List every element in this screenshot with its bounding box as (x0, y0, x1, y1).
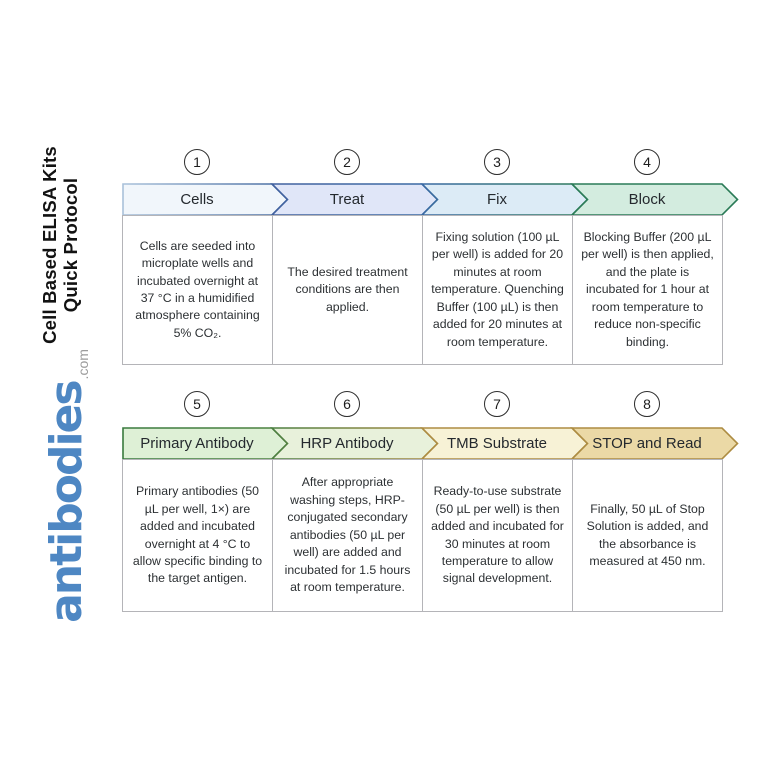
description-text: Finally, 50 µL of Stop Solution is added, and the absorbance is measured at 450 nm. (586, 501, 709, 568)
arrow-segment-tmb-substrate (422, 428, 588, 459)
arrow-segment-stop-and-read (572, 428, 738, 459)
step-number: 8 (643, 396, 651, 412)
step-number: 5 (193, 396, 201, 412)
step-circle-1 (184, 149, 210, 175)
figure-title-line1: Cell Based ELISA Kits (39, 146, 60, 344)
step-number: 4 (643, 154, 651, 170)
step-circle-6 (334, 391, 360, 417)
description-text: Primary antibodies (50 µL per well, 1×) are added and incubated overnight at 4 °C to allow specific binding to the target antigen. (132, 484, 263, 586)
step-circle-7 (484, 391, 510, 417)
arrow-segment-cells (123, 184, 288, 215)
description-text: Ready-to-use substrate (50 µL per well) is then added and incubated for 30 minutes at room temperature to allow signal development. (431, 484, 564, 586)
step-number: 7 (493, 396, 501, 412)
arrow-segment-fix (422, 184, 588, 215)
arrow-label-treat: Treat (329, 190, 365, 208)
description-text: Blocking Buffer (200 µL per well) is then applied, and the plate is incubated for 1 hour at room temperature to reduce non-specific binding. (581, 229, 714, 349)
arrow-label-block: Block (628, 190, 666, 208)
step-number: 1 (193, 154, 201, 170)
logo-wordmark: antibodies (41, 381, 92, 623)
arrow-label-cells: Cells (180, 190, 214, 208)
description-box-2 (272, 215, 423, 365)
arrow-label-primary-antibody: Primary Antibody (140, 434, 254, 452)
arrow-label-tmb-substrate: TMB Substrate (446, 434, 548, 452)
arrow-label-stop-and-read: STOP and Read (592, 434, 702, 452)
description-box-3 (422, 215, 573, 365)
step-number: 6 (343, 396, 351, 412)
arrow-segment-block (572, 184, 738, 215)
step-number: 3 (493, 154, 501, 170)
description-box-1 (122, 215, 273, 365)
description-box-5 (122, 459, 273, 612)
description-text: The desired treatment conditions are then applied. (287, 264, 408, 314)
step-circle-3 (484, 149, 510, 175)
description-text: Fixing solution (100 µL per well) is added for 20 minutes at room temperature. Quenching Buffer (100 µL) is then added for 20 minutes at room temperature. (431, 229, 564, 349)
arrow-segment-treat (272, 184, 438, 215)
step-circle-8 (634, 391, 660, 417)
logo-com-suffix: .com (75, 349, 91, 380)
arrow-label-fix: Fix (487, 190, 507, 208)
arrow-label-hrp-antibody: HRP Antibody (300, 434, 394, 452)
arrow-banner-row2 (122, 427, 740, 460)
figure-title-line2: Quick Protocol (60, 177, 82, 313)
description-box-8 (572, 459, 723, 612)
step-number: 2 (343, 154, 351, 170)
arrow-banner-row1 (122, 183, 740, 216)
step-circle-5 (184, 391, 210, 417)
step-circle-4 (634, 149, 660, 175)
description-box-7 (422, 459, 573, 612)
description-box-6 (272, 459, 423, 612)
description-text: Cells are seeded into microplate wells and incubated overnight at 37 °C in a humidified atmosphere containing 5% CO₂. (135, 238, 260, 340)
antibodies-logo (25, 336, 92, 636)
description-text: After appropriate washing steps, HRP-conjugated secondary antibodies (50 µL per well) are added and incubated for 1.5 hours at room temperature. (284, 475, 411, 595)
step-circle-2 (334, 149, 360, 175)
arrow-segment-hrp-antibody (272, 428, 438, 459)
description-box-4 (572, 215, 723, 365)
arrow-segment-primary-antibody (123, 428, 288, 459)
